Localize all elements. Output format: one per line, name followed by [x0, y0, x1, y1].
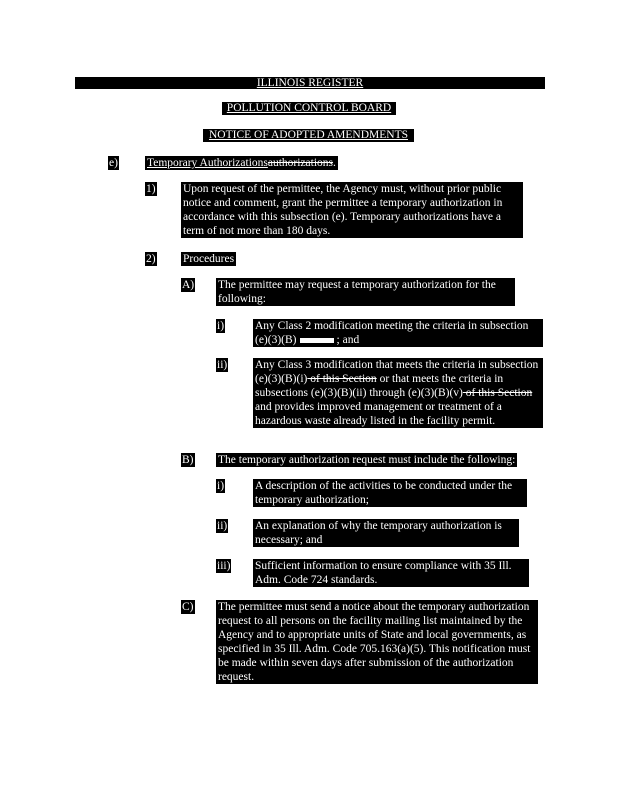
notice-title: NOTICE OF ADOPTED AMENDMENTS: [203, 129, 414, 142]
register-header: [75, 77, 545, 89]
item-A-i-text: Any Class 2 modification meeting the criteria in subsection (e)(3)(B) ; and: [253, 319, 543, 347]
item-A-i-label: i): [217, 320, 225, 332]
subparagraph-B-text: The temporary authorization request must include the following:: [218, 454, 516, 466]
paragraph-2-text: Procedures: [183, 253, 235, 265]
section-e-title: Temporary Authorizationsauthorizations.: [147, 157, 336, 169]
item-B-iii-label: iii): [217, 560, 231, 572]
subparagraph-A-label: A): [182, 279, 195, 291]
subparagraph-A-text: The permittee may request a temporary authorization for the following:: [216, 278, 515, 306]
subparagraph-B-label: B): [182, 454, 194, 466]
paragraph-1-label: 1): [146, 183, 156, 195]
paragraph-2-label: 2): [146, 253, 156, 265]
section-e-label: e): [109, 157, 118, 169]
redaction-mark: [300, 338, 334, 343]
item-B-i-text: A description of the activities to be conducted under the temporary authorization;: [253, 479, 527, 507]
subparagraph-C-text: The permittee must send a notice about the temporary authorization request to all persons on the facility mailing list maintained by the Agency and to appropriate units of State and local governments, as specified in 35 Ill. Adm. Code 705.163(a)(5). This notification must be made within seven days after submission of the authorization request.: [216, 600, 538, 684]
item-B-ii-label: ii): [217, 520, 228, 532]
item-A-ii-label: ii): [217, 359, 228, 371]
item-B-i-label: i): [217, 480, 225, 492]
paragraph-1-text: Upon request of the permittee, the Agency must, without prior public notice and comment, grant the permittee a temporary authorization in accordance with this subsection (e). Temporary authorizations have a term of not more than 180 days.: [181, 182, 523, 238]
item-A-ii-text: Any Class 3 modification that meets the criteria in subsection (e)(3)(B)(i) of this Section or that meets the criteria in subsections (e)(3)(B)(ii) through (e)(3)(B)(v) of this Section and provides improved management or treatment of a hazardous waste already listed in the facility permit.: [253, 358, 543, 428]
board-title: POLLUTION CONTROL BOARD: [222, 102, 396, 115]
item-B-iii-text: Sufficient information to ensure compliance with 35 Ill. Adm. Code 724 standards.: [253, 559, 529, 587]
register-title: ILLINOIS REGISTER: [256, 77, 364, 89]
item-B-ii-text: An explanation of why the temporary authorization is necessary; and: [253, 519, 519, 547]
subparagraph-C-label: C): [182, 601, 194, 613]
